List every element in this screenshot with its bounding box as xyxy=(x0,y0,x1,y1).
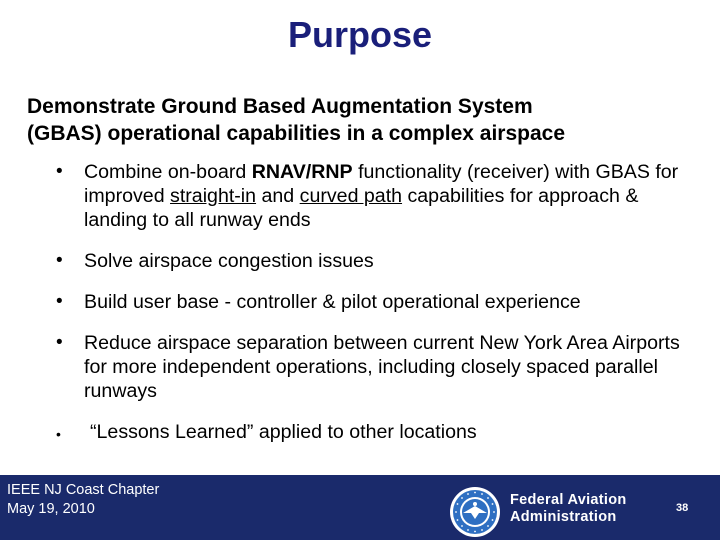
agency-line-2: Administration xyxy=(510,509,617,525)
bullet-item xyxy=(56,160,706,232)
bullet-dot: • xyxy=(56,250,63,271)
underlined-term: curved path xyxy=(299,185,403,207)
agency-name xyxy=(510,492,627,526)
bullet-text: Combine on-board RNAV/RNP functionality (receiver) with GBAS for improved straight-in and curved path capabilities for approach & landing to all runway ends xyxy=(84,161,679,231)
bullet-item xyxy=(56,331,706,403)
slide-title: Purpose xyxy=(287,14,433,55)
bullet-dot: • xyxy=(56,291,63,312)
bullet-item xyxy=(56,249,706,273)
main-point-line-1: Demonstrate Ground Based Augmentation System xyxy=(27,95,533,118)
chapter-name: IEEE NJ Coast Chapter xyxy=(7,482,160,498)
bullet-text: Solve airspace congestion issues xyxy=(84,250,374,272)
footer-bar xyxy=(0,475,720,540)
main-point-line-2: (GBAS) operational capabilities in a complex airspace xyxy=(27,122,566,145)
page-number: 38 xyxy=(676,502,689,514)
bullet-dot: • xyxy=(56,332,63,353)
bullet-dot: • xyxy=(56,426,61,442)
underlined-term: straight-in xyxy=(170,185,257,207)
bullet-text: Build user base - controller & pilot operational experience xyxy=(84,291,581,313)
footer-chapter xyxy=(7,481,159,519)
faa-seal-icon xyxy=(449,486,501,538)
bullet-dot: • xyxy=(56,161,63,182)
agency-line-1: Federal Aviation xyxy=(510,492,627,508)
bullet-text: Reduce airspace separation between current New York Area Airports for more independent operations, including closely spaced parallel runways xyxy=(84,332,680,402)
bullet-item xyxy=(56,290,706,314)
main-point xyxy=(27,93,707,147)
bold-term: RNAV/RNP xyxy=(251,161,353,183)
bullet-text: “Lessons Learned” applied to other locations xyxy=(90,421,477,443)
bullet-list xyxy=(56,160,706,461)
bullet-item xyxy=(56,420,706,444)
presentation-date: May 19, 2010 xyxy=(7,501,95,517)
